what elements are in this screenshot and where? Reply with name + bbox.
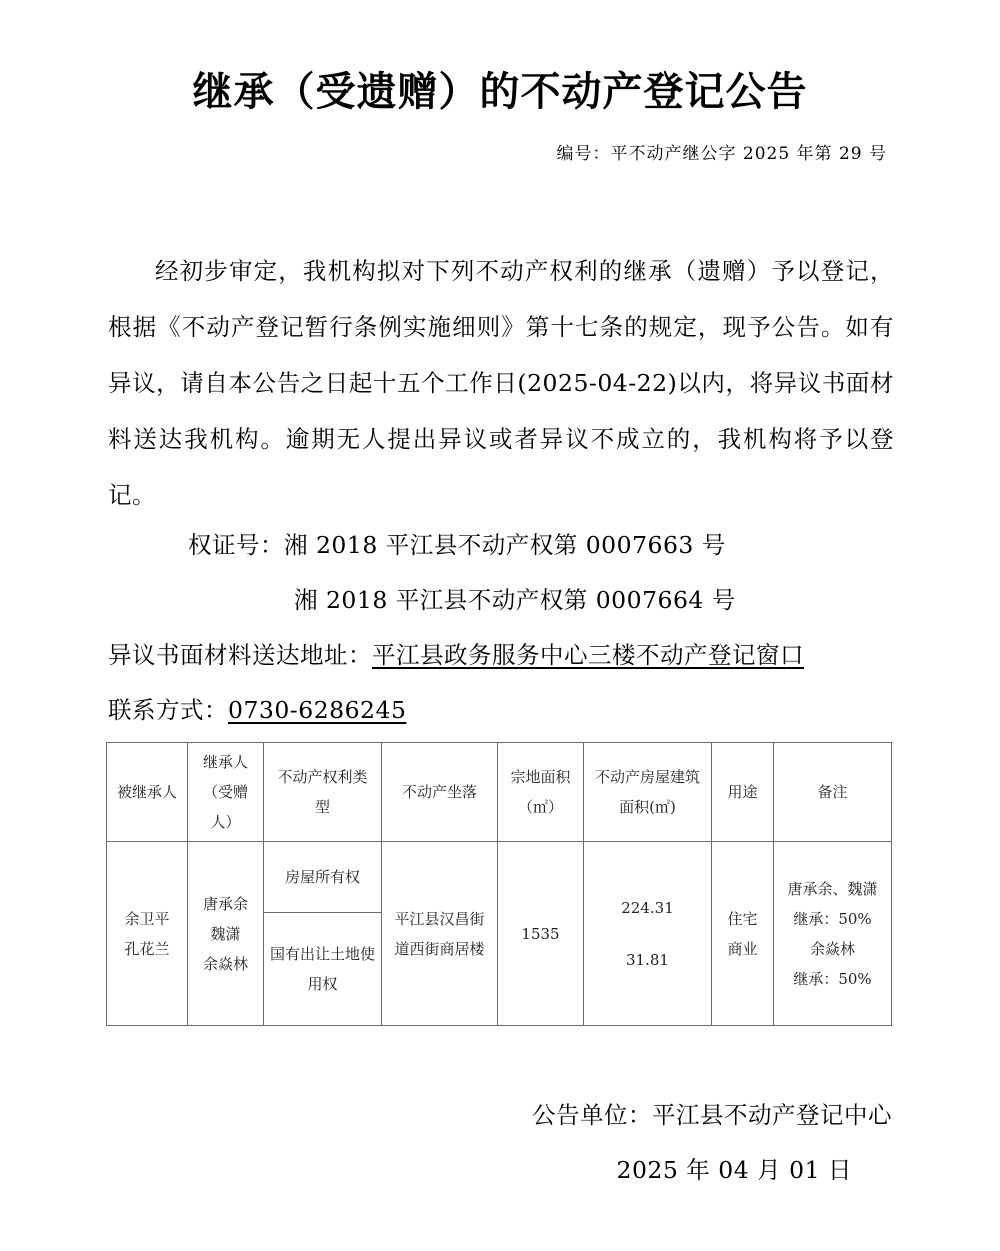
- header-remark: 备注: [774, 743, 892, 842]
- contact-line: [108, 693, 406, 727]
- cell-right-type-land: 国有出让土地使用权: [264, 913, 382, 1026]
- issue-date: 2025 年 04 月 01 日: [616, 1156, 852, 1184]
- cell-deceased: 余卫平 孔花兰: [107, 842, 188, 1026]
- table-header-row: [107, 743, 892, 842]
- cell-heirs: 唐承余 魏潇 余焱林: [188, 842, 264, 1026]
- certificate-number: 湘 2018 平江县不动产权第 0007663 号: [284, 531, 726, 559]
- certificate-label: 权证号：: [188, 531, 284, 559]
- document-number: 编号：平不动产继公字 2025 年第 29 号: [556, 144, 887, 164]
- header-usage: 用途: [712, 743, 774, 842]
- header-heir: 继承人（受赠人）: [188, 743, 264, 842]
- cell-right-type-house: 房屋所有权: [264, 842, 382, 913]
- issuer: 公告单位：平江县不动产登记中心: [532, 1101, 892, 1129]
- cell-building-area: 224.31 31.81: [584, 842, 712, 1026]
- header-deceased: 被继承人: [107, 743, 188, 842]
- cell-remark: 唐承余、魏潇 继承：50% 余焱林 继承：50%: [774, 842, 892, 1026]
- contact-phone: 0730-6286245: [228, 696, 407, 724]
- body-paragraph: 经初步审定，我机构拟对下列不动产权利的继承（遗赠）予以登记，根据《不动产登记暂行条例实施细则》第十七条的规定，现予公告。如有异议，请自本公告之日起十五个工作日(2025-04-22)以内，将异议书面材料送达我机构。逾期无人提出异议或者异议不成立的，我机构将予以登记。: [108, 257, 894, 509]
- objection-address-value: 平江县政务服务中心三楼不动产登记窗口: [372, 641, 804, 669]
- registration-table: [106, 742, 892, 1026]
- contact-label: 联系方式：: [108, 696, 228, 724]
- certificate-line-1: [188, 528, 726, 562]
- cell-land-area: 1535: [498, 842, 584, 1026]
- header-location: 不动产坐落: [382, 743, 498, 842]
- table-row: [107, 842, 892, 913]
- header-land-area: 宗地面积（㎡）: [498, 743, 584, 842]
- cell-location: 平江县汉昌街道西街商居楼: [382, 842, 498, 1026]
- cell-usage: 住宅 商业: [712, 842, 774, 1026]
- certificate-line-2: [294, 583, 736, 617]
- header-building-area: 不动产房屋建筑面积(㎡): [584, 743, 712, 842]
- objection-address-line: [108, 638, 804, 672]
- page-title: 继承（受遗赠）的不动产登记公告: [192, 69, 808, 115]
- certificate-number: 湘 2018 平江县不动产权第 0007664 号: [294, 586, 736, 614]
- header-right-type: 不动产权利类 型: [264, 743, 382, 842]
- objection-address-label: 异议书面材料送达地址：: [108, 641, 372, 669]
